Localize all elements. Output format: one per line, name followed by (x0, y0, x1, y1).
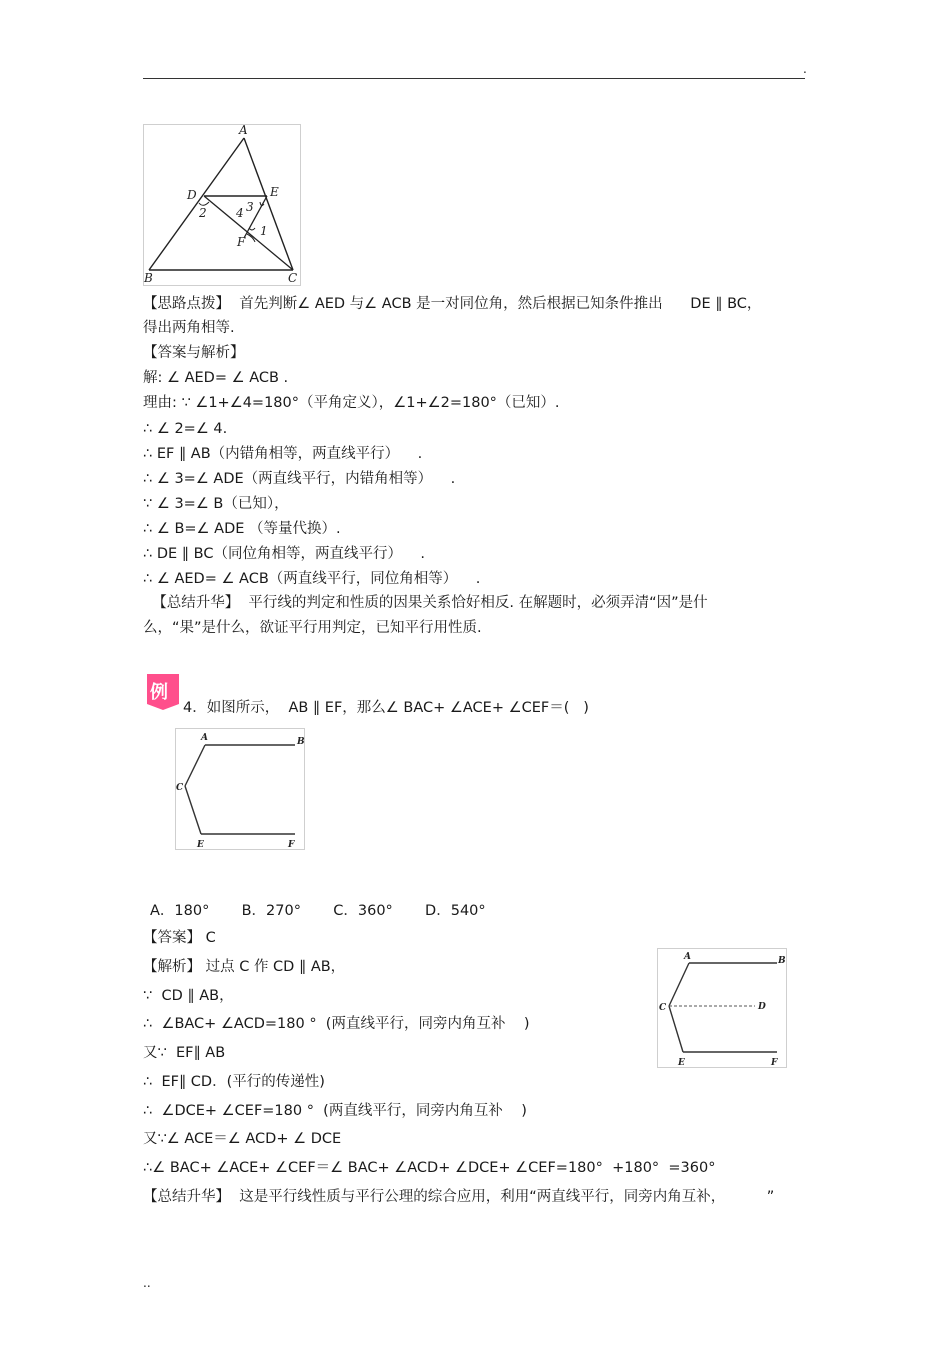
solution-line: 理由: ∵ ∠1+∠4=180°（平角定义），∠1+∠2=180°（已知）. (143, 395, 560, 411)
label-C: C (288, 271, 298, 285)
header-mark: . (803, 62, 807, 76)
hint-line-2: 得出两角相等. (143, 320, 235, 336)
analysis-line: 【解析】 过点 C 作 CD ∥ AB， (143, 959, 346, 975)
analysis-line: ∴ ∠BAC+ ∠ACD=180 ° (两直线平行，同旁内角互补 ) (143, 1016, 530, 1032)
figure-triangle (143, 124, 301, 286)
figure-parallel-1 (175, 728, 305, 850)
analysis-line: ∴ ∠DCE+ ∠CEF=180 ° (两直线平行，同旁内角互补 ) (143, 1103, 527, 1119)
example-badge-icon (143, 672, 183, 712)
footer-mark: .. (143, 1276, 151, 1290)
hint-line-1: 【思路点拨】 首先判断∠ AED 与∠ ACB 是一对同位角，然后根据已知条件推出 DE ∥ BC， (143, 296, 762, 312)
answer-heading: 【答案与解析】 (143, 345, 245, 361)
label-angle-2: 2 (199, 206, 207, 220)
label-F: F (288, 840, 295, 850)
label-A: A (239, 124, 248, 137)
analysis-line: 又∵ EF∥ AB (143, 1045, 226, 1061)
summary-line-1: 【总结升华】 平行线的判定和性质的因果关系恰好相反. 在解题时，必须弄清“因”是什 (143, 595, 708, 611)
header-rule (143, 78, 805, 79)
label-angle-1: 1 (260, 224, 268, 238)
label-B: B (144, 271, 153, 285)
label-D: D (758, 1002, 766, 1012)
label-angle-3: 3 (246, 200, 254, 214)
label-A: A (201, 733, 208, 743)
answer-options: A．180° B．270° C．360° D．540° (150, 903, 486, 919)
summary-line-2: 么，“果”是什么，欲证平行用判定，已知平行用性质. (143, 620, 482, 636)
solution-line: ∴ EF ∥ AB（内错角相等，两直线平行） . (143, 446, 423, 462)
solution-line: ∵ ∠ 3=∠ B（已知）， (143, 496, 289, 512)
analysis-line: ∴ EF∥ CD．(平行的传递性) (143, 1074, 325, 1090)
solution-line: ∴ ∠ 3=∠ ADE（两直线平行，内错角相等） . (143, 471, 456, 487)
label-A: A (684, 952, 691, 962)
summary-line: 【总结升华】 这是平行线性质与平行公理的综合应用，利用“两直线平行，同旁内角互补， ” (143, 1189, 775, 1205)
label-F: F (771, 1058, 778, 1068)
label-D: D (187, 188, 197, 202)
label-B: B (297, 737, 305, 747)
analysis-line: ∴∠ BAC+ ∠ACE+ ∠CEF＝∠ BAC+ ∠ACD+ ∠DCE+ ∠CEF=180° +180° =360° (143, 1160, 716, 1176)
triangle-diagram (143, 124, 301, 286)
label-B: B (778, 956, 786, 966)
label-E: E (197, 840, 204, 850)
label-E: E (678, 1058, 685, 1068)
solution-line: ∴ ∠ 2=∠ 4. (143, 421, 228, 437)
label-angle-4: 4 (236, 206, 244, 220)
answer-line: 【答案】 C (143, 930, 216, 946)
analysis-line: ∵ CD ∥ AB， (143, 988, 234, 1004)
solution-line: ∴ ∠ AED= ∠ ACB（两直线平行，同位角相等） . (143, 571, 481, 587)
analysis-line: 又∵∠ ACE＝∠ ACD+ ∠ DCE (143, 1131, 342, 1147)
label-C: C (659, 1003, 667, 1013)
solution-line: ∴ ∠ B=∠ ADE （等量代换）. (143, 521, 341, 537)
figure-parallel-2 (657, 948, 787, 1068)
label-E: E (270, 185, 279, 199)
example-question: 4．如图所示， AB ∥ EF，那么∠ BAC+ ∠ACE+ ∠CEF＝( ) (183, 700, 589, 716)
solution-line: ∴ DE ∥ BC（同位角相等，两直线平行） . (143, 546, 425, 562)
label-C: C (176, 783, 184, 793)
example-badge-text: 例 (150, 682, 168, 703)
solution-line: 解: ∠ AED= ∠ ACB . (143, 370, 289, 386)
label-F: F (237, 235, 246, 249)
